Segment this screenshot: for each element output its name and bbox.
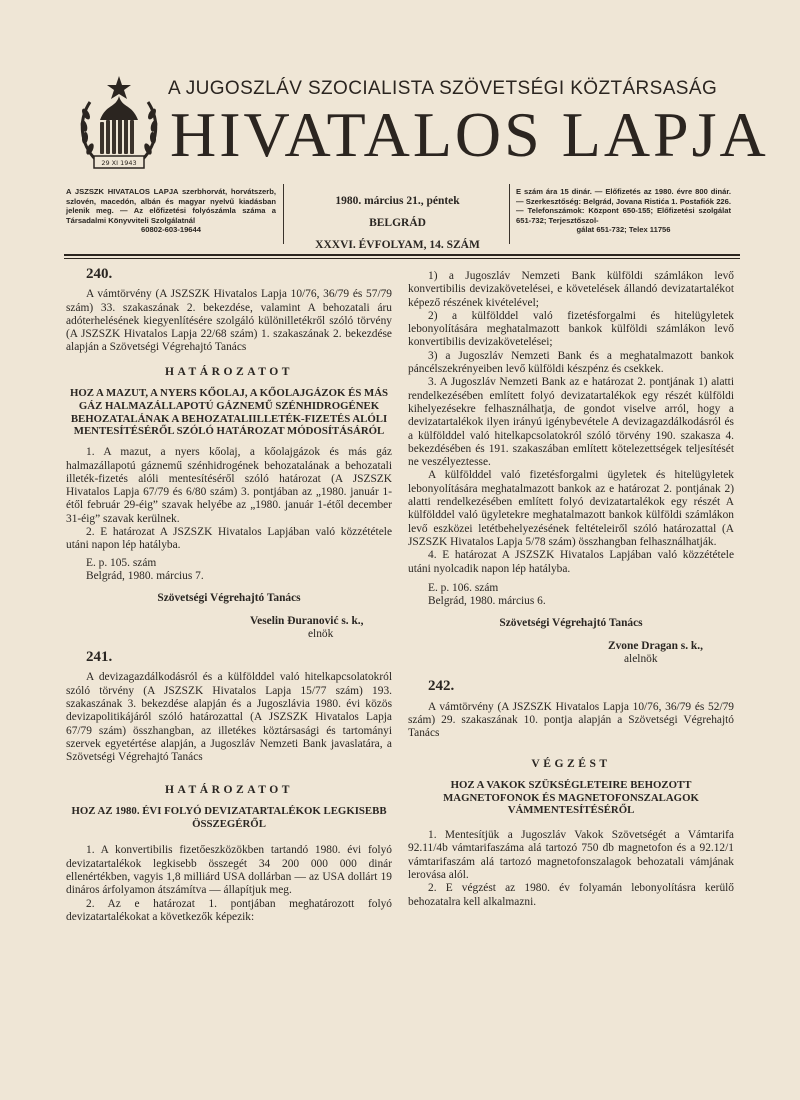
- reserve-item-1: 1) a Jugoszláv Nemzeti Bank külföldi számlákon levő konvertibilis devizakövetelései, e követelések állandó devizatartalékot képező részének kivételével;: [408, 270, 734, 309]
- decision-240-number: 240.: [86, 266, 113, 282]
- decision-240-point-1: 1. A mazut, a nyers kőolaj, a kőolajgázok és más gáz halmazállapotú gáznemű szénhidrogének behozatalának a behozatali illeték-fizetés alóli mentesítéséről szóló határozat (A JSZSZK Hivatalos Lapja 67/79 és 6/80 szám) 3. pontjában az „1980. január 1-étől február 29-éig” szavak helyébe az „1980. január 1-étől december 31-éig” szavak kerülnek.: [66, 446, 392, 525]
- decision-241-ref: E. p. 106. szám: [428, 581, 499, 594]
- left-column: [66, 268, 392, 924]
- info-price-contact: E szám ára 15 dinár. — Előfizetés az 1980. évre 800 dinár. — Szerkesztőség: Belgrád, Jovana Ristića 1. Postafiók 226. — Telefonszámok: Központ 650-155; Előfizetési szolgálat 651-732; Terjesztőszol- gálat 651-732; Telex 11756: [516, 187, 731, 235]
- decision-240-ref: E. p. 105. szám: [86, 556, 157, 569]
- decision-241-signer: Zvone Dragan s. k.,: [608, 639, 703, 652]
- decision-241-point-2: 2. Az e határozat 1. pontjában meghatározott folyó devizatartalékokat a következők képezik:: [66, 897, 392, 923]
- decision-241-place-date: Belgrád, 1980. március 6.: [428, 595, 546, 608]
- info-account: 60802-603-19644: [141, 225, 201, 235]
- decision-241-role: alelnök: [624, 653, 658, 666]
- decision-242-point-2: 2. E végzést az 1980. év folyamán lebonyolításra kerülő behozatalra kell alkalmazni.: [408, 882, 734, 908]
- decision-241-org: Szövetségi Végrehajtó Tanács: [499, 617, 643, 630]
- header-rule-thin: [64, 258, 740, 259]
- decision-240-org: Szövetségi Végrehajtó Tanács: [157, 592, 301, 605]
- decision-241-point-3: 3. A Jugoszláv Nemzeti Bank az e határozat 2. pontjának 1) alatti rendelkezésében említett folyó devizatartalékok egy részét külföldi kihelyezésekre felhasználhatja, de gondot viselve arról, hogy a devizatartalékok ilyen irányú igénybevétele A devizagazdálkodásról és a külfölddel való hitelkapcsolatokról szóló törvény 190. szakasza 4. bekezdésében és 191. szakaszában említett kötelezettségek teljesítését ne veszélyeztesse.: [408, 376, 734, 469]
- masthead-supertitle: A JUGOSZLÁV SZOCIALISTA SZÖVETSÉGI KÖZTÁRSASÁG: [168, 78, 718, 99]
- decision-242-point-1: 1. Mentesítjük a Jugoszláv Vakok Szövetségét a Vámtarifa 92.11/4b vámtarifaszáma alá tartozó 750 db magnetofon és a 92.12/1 vámtarifaszám alá tartozó magnetofonszalagok behozatali vámjának lerovása alól.: [408, 829, 734, 882]
- decision-240-heading: HATÁROZATOT: [164, 364, 294, 378]
- issue-date: 1980. március 21., péntek: [335, 195, 460, 207]
- state-emblem-icon: [76, 74, 162, 174]
- reserve-item-3: 3) a Jugoszláv Nemzeti Bank és a meghatalmazott bankok páncélszekrényeiben levő külföldi készpénz és csekkek.: [408, 349, 734, 376]
- header-rule: [64, 254, 740, 256]
- decision-240-point-2: 2. E határozat A JSZSZK Hivatalos Lapjában való közzététele utáni napon lép hatályba.: [66, 526, 392, 552]
- decision-241-intro: A devizagazdálkodásról és a külfölddel való hitelkapcsolatokról szóló törvény (A JSZSZK Hivatalos Lapja 15/77 szám) 193. szakaszának 3. bekezdése alapján és a Jugoszlávia 1980. évi közös devizapolitikájáról szóló határozattal (A JSZSZK Hivatalos Lapja 67/79 szám) összhangban, az illetékes köztársasági és tartományi szervek egyetértése alapján, a Jugoszláv Nemzeti Bank javaslatára, a Szövetségi Végrehajtó Tanács: [66, 671, 392, 764]
- info-subscription-note: A JSZSZK HIVATALOS LAPJA szerbhorvát, horvátszerb, szlovén, macedón, albán és magyar nyelvű kiadásban jelenik meg. — Az előfizetési folyószámla száma a Társadalmi Könyvviteli Szolgálatnál 60802-603-19644: [66, 187, 276, 235]
- right-column: [408, 270, 734, 909]
- decision-241-point-1: 1. A konvertibilis fizetőeszközökben tartandó 1980. évi folyó devizatartalékok legkisebb összegét 34 200 000 000 dinár ellenértékben, vagyis 1,8 milliárd USA dollárban — az USA dollárt 19 dináros árfolyamon átszámítva — állapítjuk meg.: [66, 844, 392, 897]
- decision-242-subject: HOZ A VAKOK SZÜKSÉGLETEIRE BEHOZOTT MAGNETOFONOK ÉS MAGNETOFONSZALAGOK VÁMMENTESÍTÉSÉRŐL: [443, 778, 699, 817]
- issue-place: BELGRÁD: [369, 217, 426, 229]
- svg-text:29 XI 1943: 29 XI 1943: [101, 159, 137, 167]
- info-issue: [290, 190, 505, 256]
- info-divider-right: [509, 184, 510, 244]
- decision-242-number: 242.: [428, 678, 455, 695]
- decision-242-heading: VÉGZÉST: [531, 756, 611, 770]
- reserve-item-2: 2) a külfölddel való fizetésforgalmi és hitelügyletek lebonyolítására meghatalmazott bankok külföldi számlákon levő konvertibilis devizakövetelései;: [408, 309, 734, 349]
- decision-241-point-4: 4. E határozat A JSZSZK Hivatalos Lapjában való közzététele utáni nyolcadik napon lép hatályba.: [408, 549, 734, 575]
- decision-240-role: elnök: [308, 627, 334, 640]
- decision-240-signer: Veselin Đuranović s. k.,: [250, 614, 364, 627]
- decision-240-place-date: Belgrád, 1980. március 7.: [86, 569, 204, 582]
- decision-240-subject: HOZ A MAZUT, A NYERS KŐOLAJ, A KŐOLAJGÁZOK ÉS MÁS GÁZ HALMAZÁLLAPOTÚ GÁZNEMŰ SZÉNHIDROGÉNEK BEHOZATALÁNAK A BEHOZATALIILLETÉK-FIZETÉS ALÓLI MENTESÍTÉSÉRŐL SZÓLÓ HATÁROZAT MÓDOSÍTÁSÁRÓL: [69, 387, 389, 438]
- decision-240-intro: A vámtörvény (A JSZSZK Hivatalos Lapja 10/76, 36/79 és 57/79 szám) 33. szakaszának 2. bekezdése, valamint A behozatali áru adóterhelésének kiegyenlítésére szolgáló különilletékről szóló törvény (A JSZSZK Hivatalos Lapja 22/68 szám) 1. szakaszának 2. bekezdése alapján a Szövetségi Végrehajtó Tanács: [66, 288, 392, 354]
- masthead-title: HIVATALOS LAPJA: [170, 99, 769, 170]
- info-divider-left: [283, 184, 284, 244]
- decision-241-subject: HOZ AZ 1980. ÉVI FOLYÓ DEVIZATARTALÉKOK LEGKISEBB ÖSSZEGÉRŐL: [71, 804, 387, 830]
- decision-241-heading: HATÁROZATOT: [164, 782, 294, 796]
- decision-241-number: 241.: [86, 649, 113, 666]
- decision-241-point-3b: A külfölddel való fizetésforgalmi ügyletek és hitelügyletek lebonyolítására meghatalmazott bankok az e határozat 2. pontjának 2) alatti rendelkezésében említett folyó devizatartalékok egy részét A külfölddel való ügyletekre meghatalmazott bankok külföldi számlákon levő eszközei letétbehelyezésének feltételeiről szóló határozattal (A JSZSZK Hivatalos Lapja 5/78 szám) összhangban felhasználhatják.: [408, 469, 734, 548]
- decision-242-intro: A vámtörvény (A JSZSZK Hivatalos Lapja 10/76, 36/79 és 52/79 szám) 29. szakaszának 10. pontja alapján a Szövetségi Végrehajtó Tanács: [408, 700, 734, 740]
- issue-volume: XXXVI. ÉVFOLYAM, 14. SZÁM: [315, 239, 480, 251]
